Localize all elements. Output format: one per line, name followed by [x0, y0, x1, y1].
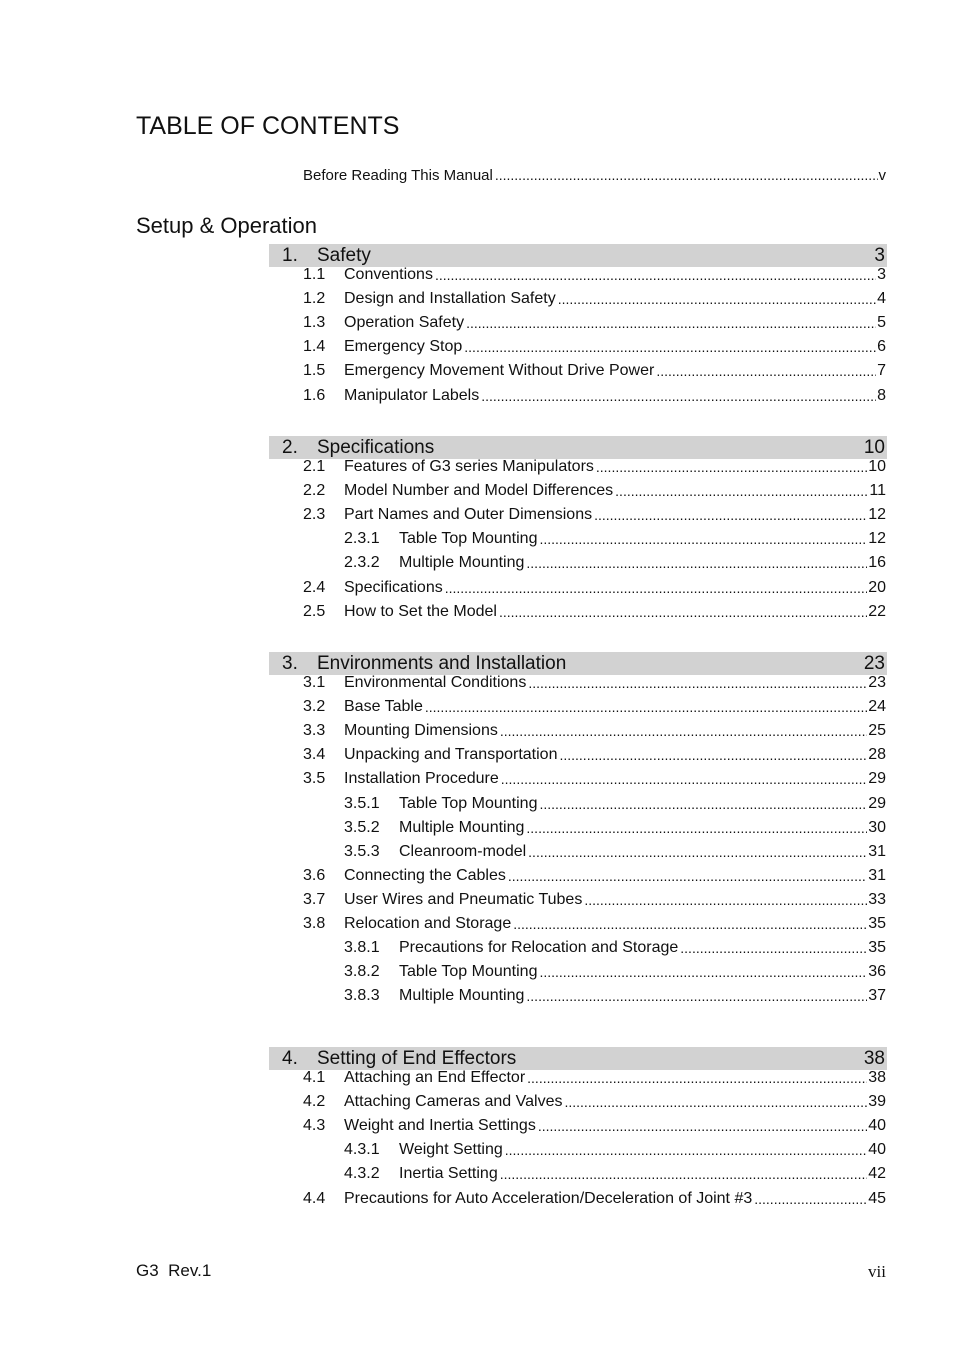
chapter-page: 38: [863, 1047, 885, 1069]
toc-entry-page: 23: [868, 674, 886, 691]
leader-dots: [499, 603, 867, 621]
chapter-number: 3.: [282, 652, 298, 674]
toc-entry[interactable]: [303, 311, 886, 335]
page-title: TABLE OF CONTENTS: [136, 112, 400, 140]
toc-entry[interactable]: [303, 888, 886, 912]
toc-subentry[interactable]: [344, 816, 886, 840]
toc-entry-page: 8: [877, 386, 886, 404]
toc-entry-number: 4.2: [303, 1093, 326, 1111]
toc-entry[interactable]: [303, 912, 886, 936]
toc-entry-number: 3.8: [303, 915, 326, 932]
leader-dots: [539, 795, 867, 813]
leader-dots: [501, 770, 867, 788]
toc-entry-number: 4.3: [303, 1117, 326, 1135]
leader-dots: [559, 746, 867, 764]
toc-entry-number: 2.2: [303, 482, 326, 500]
leader-dots: [495, 166, 878, 184]
chapter-number: 4.: [282, 1047, 298, 1069]
toc-entry-number: 3.7: [303, 890, 326, 908]
toc-entry-label: Before Reading This Manual: [303, 166, 493, 184]
chapter-number: 1.: [282, 244, 298, 266]
toc-entry-number: 2.5: [303, 602, 326, 620]
toc-entry-page: 12: [868, 530, 886, 548]
leader-dots: [466, 314, 876, 332]
leader-dots: [481, 387, 876, 405]
toc-entry-page: 36: [868, 963, 886, 981]
toc-entry[interactable]: [303, 503, 886, 527]
toc-subentry[interactable]: [344, 1138, 886, 1162]
toc-entry-label: Precautions for Relocation and Storage: [399, 939, 679, 957]
toc-entry-number: 1.2: [303, 290, 326, 308]
toc-entry-label: Table Top Mounting: [399, 530, 538, 548]
toc-entry-label: Environmental Conditions: [344, 674, 527, 691]
toc-entry-page: 31: [868, 842, 886, 860]
toc-entry-label: Connecting the Cables: [344, 866, 506, 884]
toc-entry-page: 30: [868, 818, 886, 836]
toc-entry-number: 3.4: [303, 746, 326, 764]
leader-dots: [527, 1069, 867, 1087]
leader-dots: [680, 939, 867, 957]
toc-entry-page: 38: [868, 1069, 886, 1086]
leader-dots: [508, 867, 867, 885]
leader-dots: [445, 579, 867, 597]
chapter-page: 3: [874, 244, 885, 266]
toc-entry-label: Operation Safety: [344, 314, 465, 332]
toc-entry-number: 1.1: [303, 266, 326, 283]
toc-entry-page: 3: [877, 266, 886, 283]
toc-entry[interactable]: [303, 359, 886, 383]
toc-entry-number: 2.4: [303, 578, 326, 596]
toc-entry-page: 35: [868, 939, 886, 957]
toc-entry-page: 7: [877, 362, 886, 380]
leader-dots: [425, 698, 867, 716]
toc-entry[interactable]: [303, 384, 886, 408]
toc-entry-number: 2.3.1: [344, 530, 380, 548]
toc-entry-label: Mounting Dimensions: [344, 722, 498, 740]
toc-entry[interactable]: [303, 1114, 886, 1138]
toc-entry-number: 1.4: [303, 338, 326, 356]
toc-entry-label: Specifications: [344, 578, 443, 596]
toc-entry-label: User Wires and Pneumatic Tubes: [344, 890, 583, 908]
leader-dots: [539, 963, 867, 981]
toc-entry-number: 2.1: [303, 458, 326, 475]
toc-entry-number: 2.3.2: [344, 554, 380, 572]
leader-dots: [528, 674, 867, 692]
toc-entry-number: 3.8.1: [344, 939, 380, 957]
toc-subentry[interactable]: [344, 1162, 886, 1186]
toc-entry[interactable]: [303, 743, 886, 767]
toc-entry-label: Multiple Mounting: [399, 987, 525, 1005]
leader-dots: [656, 362, 876, 380]
leader-dots: [558, 290, 876, 308]
toc-entry[interactable]: [303, 1090, 886, 1114]
toc-entry-page: 28: [868, 746, 886, 764]
toc-entry-number: 3.6: [303, 866, 326, 884]
toc-entry-label: Installation Procedure: [344, 770, 499, 788]
toc-entry-label: Inertia Setting: [399, 1165, 498, 1183]
toc-entry-page: 22: [868, 602, 886, 620]
toc-subentry[interactable]: [344, 792, 886, 816]
chapter-title: Safety: [317, 244, 371, 266]
leader-dots: [584, 891, 867, 909]
toc-entry-label: Conventions: [344, 266, 433, 283]
toc-entry-page: 39: [868, 1093, 886, 1111]
chapter-title: Environments and Installation: [317, 652, 567, 674]
toc-entry-number: 3.8.2: [344, 963, 380, 981]
toc-entry-label: Attaching an End Effector: [344, 1069, 526, 1086]
toc-entry-number: 4.4: [303, 1189, 326, 1207]
toc-entry-page: 29: [868, 794, 886, 812]
leader-dots: [500, 1165, 867, 1183]
toc-entry[interactable]: [303, 455, 886, 479]
toc-entry-number: 1.3: [303, 314, 326, 332]
toc-entry-number: 3.8.3: [344, 987, 380, 1005]
toc-entry-page: 31: [868, 866, 886, 884]
toc-entry[interactable]: [303, 864, 886, 888]
toc-entry-number: 3.5.2: [344, 818, 380, 836]
toc-entry[interactable]: [303, 767, 886, 791]
toc-entry-preface[interactable]: [303, 163, 886, 187]
toc-entry-page: 20: [868, 578, 886, 596]
toc-entry-number: 4.3.2: [344, 1165, 380, 1183]
section-title: Setup & Operation: [136, 213, 318, 238]
toc-entry-page: 6: [877, 338, 886, 356]
toc-entry[interactable]: [303, 719, 886, 743]
toc-entry-label: How to Set the Model: [344, 602, 497, 620]
toc-subentry[interactable]: [344, 551, 886, 575]
leader-dots: [539, 530, 867, 548]
toc-entry-label: Weight and Inertia Settings: [344, 1117, 536, 1135]
toc-entry-label: Design and Installation Safety: [344, 290, 556, 308]
toc-entry-page: 5: [877, 314, 886, 332]
toc-entry-label: Precautions for Auto Acceleration/Deceleration of Joint #3: [344, 1189, 753, 1207]
toc-entry[interactable]: [303, 1066, 886, 1090]
chapter-page: 10: [863, 436, 885, 458]
leader-dots: [596, 458, 867, 476]
toc-entry-label: Cleanroom-model: [399, 842, 527, 860]
toc-entry-label: Emergency Stop: [344, 338, 463, 356]
leader-dots: [528, 843, 867, 861]
toc-entry[interactable]: [303, 335, 886, 359]
toc-entry-page: 35: [868, 915, 886, 932]
toc-entry-page: 42: [868, 1165, 886, 1183]
toc-entry-label: Unpacking and Transportation: [344, 746, 558, 764]
toc-entry[interactable]: [303, 287, 886, 311]
toc-entry[interactable]: [303, 576, 886, 600]
leader-dots: [464, 338, 876, 356]
toc-entry-number: 3.5: [303, 770, 326, 788]
leader-dots: [526, 987, 867, 1005]
toc-subentry[interactable]: [344, 936, 886, 960]
toc-entry-number: 3.3: [303, 722, 326, 740]
toc-entry-page: 16: [868, 554, 886, 572]
leader-dots: [505, 1141, 867, 1159]
toc-entry-number: 3.5.3: [344, 842, 380, 860]
toc-entry[interactable]: [303, 1187, 886, 1211]
toc-entry-number: 2.3: [303, 506, 326, 524]
toc-subentry[interactable]: [344, 840, 886, 864]
leader-dots: [754, 1190, 867, 1208]
toc-entry-page: 10: [868, 458, 886, 475]
toc-entry[interactable]: [303, 695, 886, 719]
toc-entry-page: 33: [868, 890, 886, 908]
leader-dots: [500, 722, 867, 740]
toc-entry-label: Model Number and Model Differences: [344, 482, 614, 500]
toc-entry-label: Manipulator Labels: [344, 386, 480, 404]
toc-entry-label: Features of G3 series Manipulators: [344, 458, 594, 475]
chapter-title: Specifications: [317, 436, 435, 458]
toc-entry[interactable]: [303, 671, 886, 695]
leader-dots: [564, 1093, 867, 1111]
toc-entry-page: 29: [868, 770, 886, 788]
chapter-title: Setting of End Effectors: [317, 1047, 517, 1069]
leader-dots: [615, 482, 868, 500]
toc-entry-label: Table Top Mounting: [399, 794, 538, 812]
toc-entry-number: 3.5.1: [344, 794, 380, 812]
leader-dots: [594, 506, 867, 524]
toc-entry-label: Emergency Movement Without Drive Power: [344, 362, 655, 380]
toc-entry-number: 3.1: [303, 674, 326, 691]
toc-entry-number: 3.2: [303, 698, 326, 716]
toc-entry-page: 40: [868, 1141, 886, 1159]
toc-entry[interactable]: [303, 600, 886, 624]
toc-subentry[interactable]: [344, 984, 886, 1008]
leader-dots: [526, 554, 867, 572]
toc-entry-number: 4.3.1: [344, 1141, 380, 1159]
toc-entry-page: 4: [877, 290, 886, 308]
toc-entry-label: Base Table: [344, 698, 423, 716]
toc-entry-label: Part Names and Outer Dimensions: [344, 506, 593, 524]
leader-dots: [435, 266, 876, 284]
toc-entry[interactable]: [303, 263, 886, 287]
toc-entry-label: Relocation and Storage: [344, 915, 512, 932]
toc-entry-label: Weight Setting: [399, 1141, 503, 1159]
toc-entry-label: Table Top Mounting: [399, 963, 538, 981]
toc-entry-label: Multiple Mounting: [399, 554, 525, 572]
toc-entry-number: 1.5: [303, 362, 326, 380]
chapter-number: 2.: [282, 436, 298, 458]
leader-dots: [526, 819, 867, 837]
toc-entry-label: Attaching Cameras and Valves: [344, 1093, 563, 1111]
toc-entry-page: v: [878, 166, 886, 184]
toc-entry-page: 40: [868, 1117, 886, 1135]
leader-dots: [538, 1117, 867, 1135]
toc-entry-label: Multiple Mounting: [399, 818, 525, 836]
toc-entry-number: 4.1: [303, 1069, 326, 1086]
chapter-page: 23: [863, 652, 885, 674]
toc-entry-page: 37: [868, 987, 886, 1005]
leader-dots: [513, 915, 867, 933]
toc-entry-page: 12: [868, 506, 886, 524]
toc-subentry[interactable]: [344, 960, 886, 984]
toc-entry-page: 25: [868, 722, 886, 740]
toc-entry-page: 45: [868, 1189, 886, 1207]
toc-entry-page: 24: [868, 698, 886, 716]
footer-page-number: vii: [868, 1262, 886, 1281]
toc-entry-page: 11: [869, 482, 886, 500]
toc-entry-number: 1.6: [303, 386, 326, 404]
toc-entry[interactable]: [303, 479, 886, 503]
footer-doc-id: G3 Rev.1: [136, 1261, 212, 1280]
toc-subentry[interactable]: [344, 527, 886, 551]
